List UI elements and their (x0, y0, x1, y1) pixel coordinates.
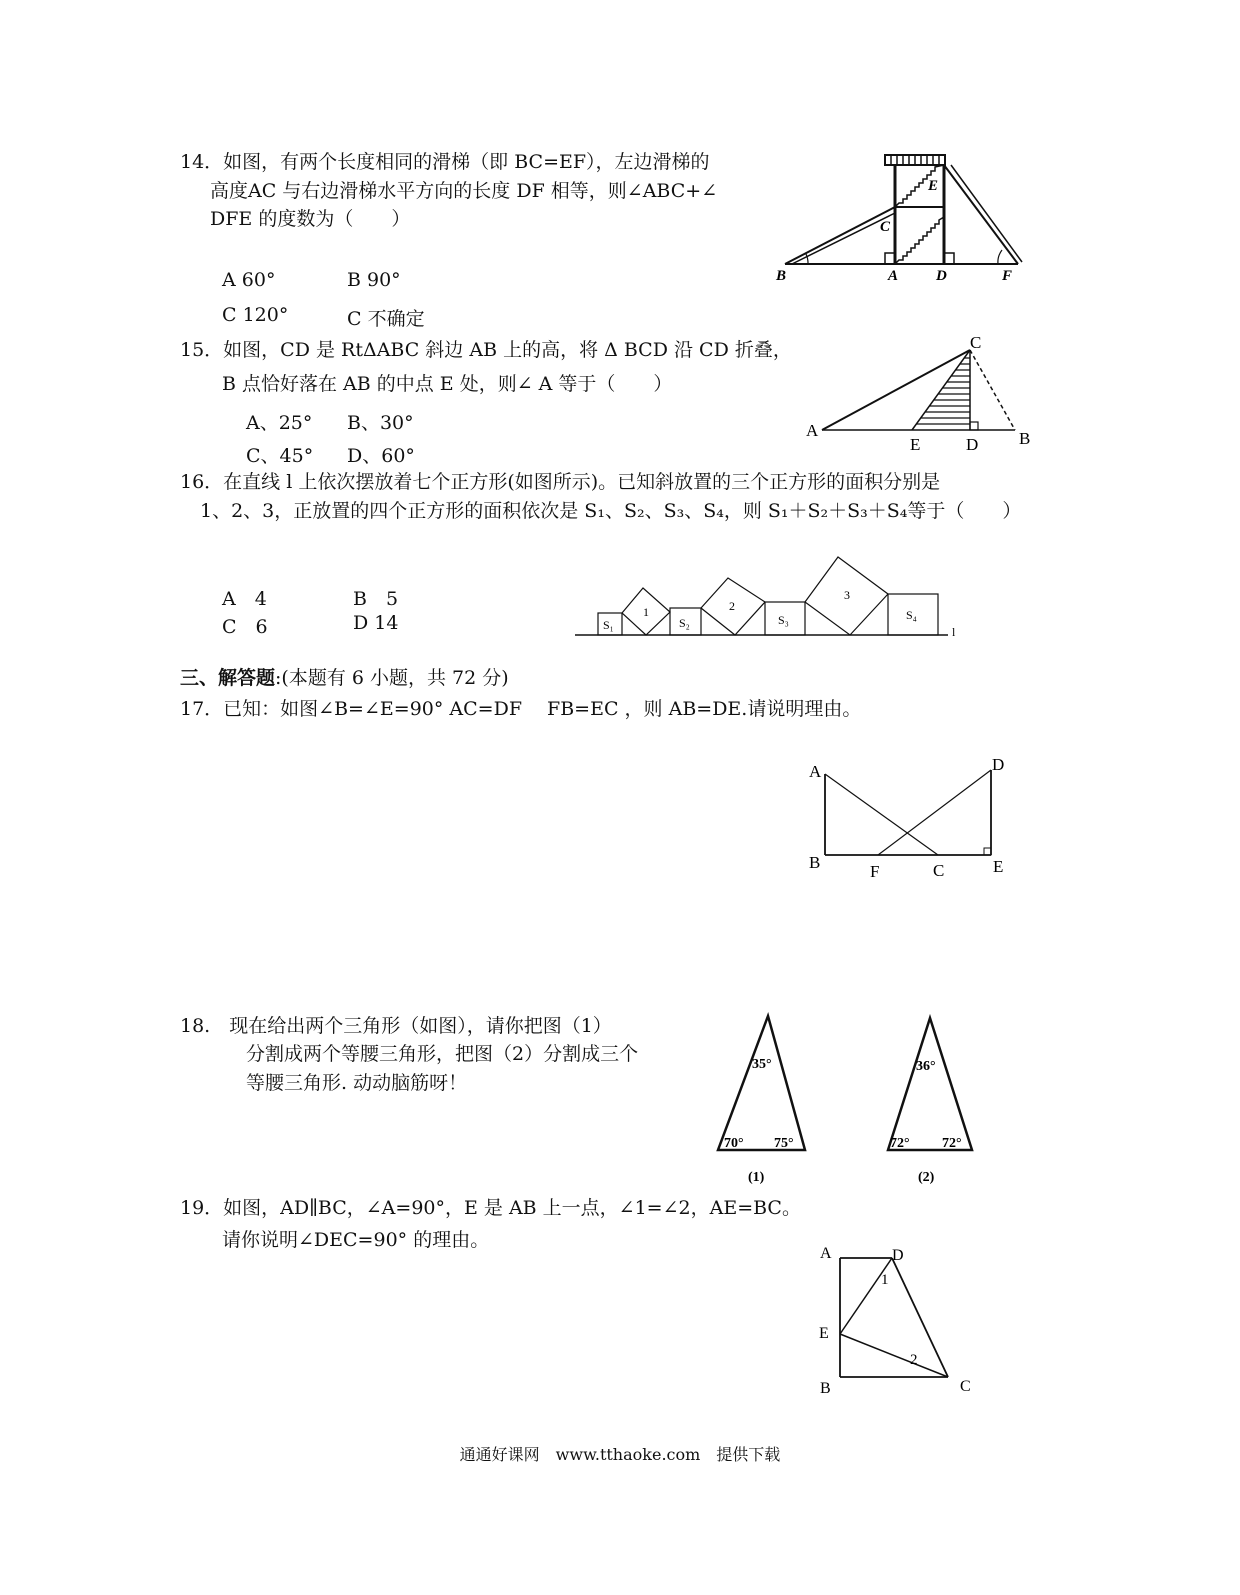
q16-line1: 16．在直线 l 上依次摆放着七个正方形(如图所示)。已知斜放置的三个正方形的面积分别是 (180, 471, 941, 493)
q17-label-F: F (870, 862, 880, 881)
q14-option-d: C 不确定 (347, 308, 425, 330)
q18-fig1-right-angle: 75° (774, 1136, 794, 1151)
q14-label-C: C (880, 219, 891, 235)
q16-option-c: C 6 (222, 616, 268, 638)
q14-label-E: E (928, 178, 939, 194)
q14-line1: 14．如图，有两个长度相同的滑梯（即 BC=EF），左边滑梯的 (180, 151, 710, 173)
q18-triangle-2 (878, 1010, 978, 1190)
q19-angle-1: 1 (881, 1272, 889, 1288)
q18-triangle-1 (710, 1010, 810, 1190)
q17-label-B: B (809, 853, 821, 872)
q16-label-2: 2 (729, 599, 735, 613)
q16-line2: 1、2、3，正放置的四个正方形的面积依次是 S₁、S₂、S₃、S₄，则 S₁＋S₂＋S₃＋S₄等于（ ） (200, 500, 1022, 522)
section-heading-note: :(本题有 6 小题，共 72 分) (275, 667, 509, 689)
q19-label-D: D (892, 1247, 904, 1264)
q16-label-3: 3 (844, 588, 850, 602)
section-heading (180, 666, 509, 690)
q16-label-s4: S₄ (906, 608, 917, 622)
q16-label-line: l (952, 625, 956, 639)
q18-line1: 18. 现在给出两个三角形（如图），请你把图（1） (180, 1015, 612, 1037)
q18-line3: 等腰三角形. 动动脑筋呀！ (246, 1072, 468, 1094)
q15-label-B: B (1019, 429, 1031, 448)
q15-label-E: E (910, 435, 921, 454)
q18-fig2-caption: (2) (918, 1170, 935, 1185)
q14-option-c: C 120° (222, 304, 289, 326)
q15-option-c: C、45° (246, 445, 314, 467)
q16-label-s2: S₂ (679, 616, 690, 630)
page-footer: 通通好课网 www.tthaoke.com 提供下载 (459, 1445, 781, 1464)
q18-fig1-left-angle: 70° (724, 1136, 744, 1151)
q14-line2: 高度AC 与右边滑梯水平方向的长度 DF 相等，则∠ABC+∠ (210, 180, 718, 202)
q16-label-s3: S₃ (778, 613, 789, 627)
q14-line3: DFE 的度数为（ ） (210, 208, 411, 230)
q18-fig1-top-angle: 35° (752, 1057, 772, 1072)
q18-fig2-left-angle: 72° (890, 1136, 910, 1151)
q19-label-C: C (960, 1378, 971, 1395)
q18-line2: 分割成两个等腰三角形，把图（2）分割成三个 (246, 1043, 639, 1065)
q19-figure (810, 1238, 990, 1403)
q15-fold-figure (800, 330, 1040, 460)
q15-label-A: A (806, 421, 819, 440)
q18-fig2-top-angle: 36° (916, 1059, 936, 1074)
q14-option-b: B 90° (347, 269, 401, 291)
q17-figure (800, 752, 1020, 882)
q17-label-C: C (933, 861, 945, 880)
q15-option-d: D、60° (347, 445, 415, 467)
q15-line1: 15．如图，CD 是 RtΔABC 斜边 AB 上的高，将 Δ BCD 沿 CD 折叠， (180, 339, 792, 361)
q16-option-b: B 5 (353, 588, 399, 610)
q16-label-1: 1 (643, 605, 649, 619)
q19-angle-2: 2 (910, 1352, 918, 1368)
q14-label-D: D (936, 268, 947, 284)
q16-option-a: A 4 (222, 588, 267, 610)
q15-label-D: D (966, 435, 979, 454)
q14-label-F: F (1002, 268, 1013, 284)
q19-line1: 19．如图，AD∥BC，∠A=90°，E 是 AB 上一点，∠1=∠2，AE=BC。 (180, 1197, 801, 1219)
q19-label-A: A (820, 1245, 832, 1262)
q17-text: 17．已知：如图∠B=∠E=90° AC=DF FB=EC ，则 AB=DE.请说明理由。 (180, 698, 862, 720)
section-heading-title: 三、解答题 (180, 667, 276, 689)
q16-label-s1: S₁ (603, 618, 614, 632)
q15-label-C: C (970, 333, 982, 352)
q14-label-B: B (776, 268, 787, 284)
q16-option-d: D 14 (353, 612, 399, 634)
q14-option-a: A 60° (222, 269, 276, 291)
q19-line2: 请你说明∠DEC=90° 的理由。 (222, 1229, 490, 1251)
q16-squares-figure (570, 550, 970, 645)
q17-label-A: A (809, 762, 822, 781)
q19-label-E: E (819, 1325, 829, 1342)
q18-fig1-caption: (1) (748, 1170, 765, 1185)
q15-option-b: B、30° (347, 412, 414, 434)
q19-label-B: B (820, 1380, 831, 1397)
q17-label-E: E (993, 857, 1004, 876)
q15-line2: B 点恰好落在 AB 的中点 E 处，则∠ A 等于（ ） (222, 373, 673, 395)
q18-fig2-right-angle: 72° (942, 1136, 962, 1151)
q14-slide-figure (770, 145, 1040, 290)
q15-option-a: A、25° (246, 412, 313, 434)
q14-label-A: A (888, 268, 899, 284)
q17-label-D: D (992, 755, 1005, 774)
